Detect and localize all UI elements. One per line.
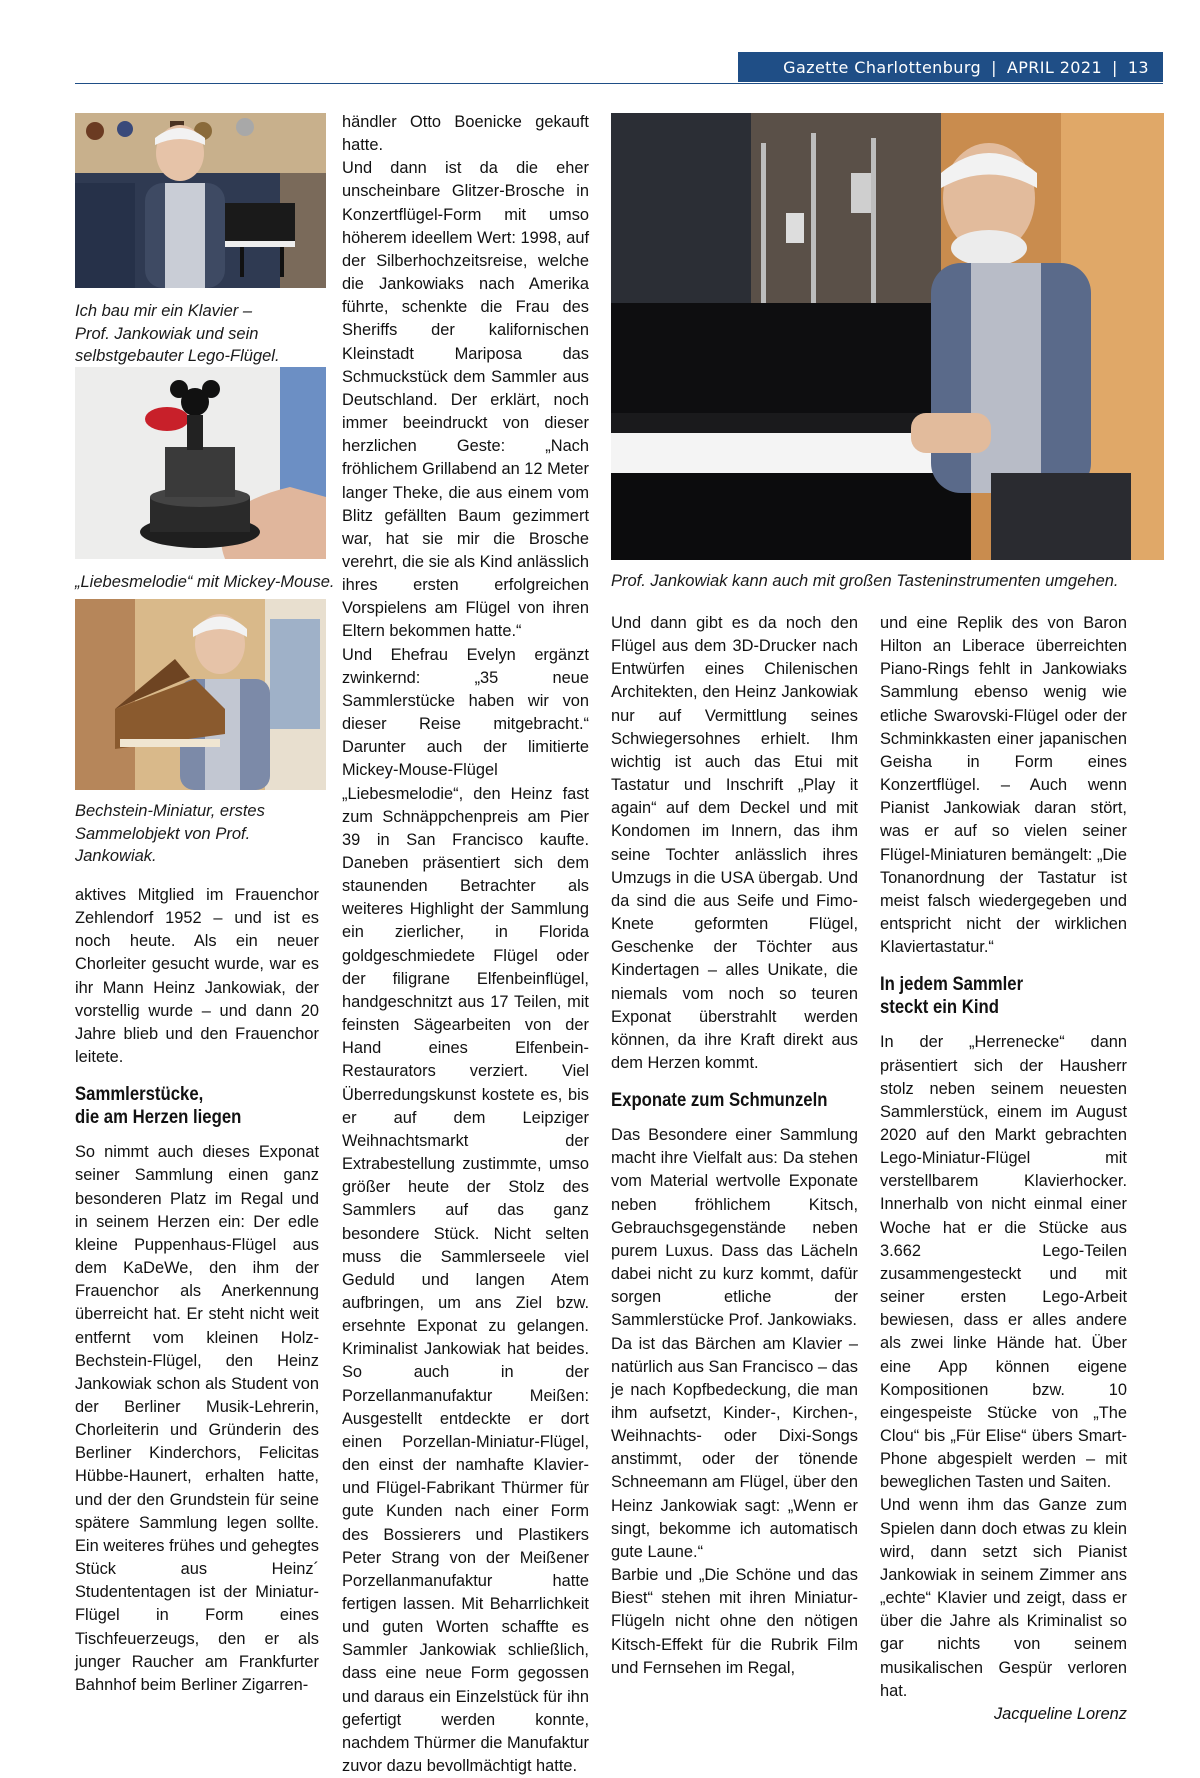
col3-paragraph: Da ist das Bärchen am Klavier – natürlich aus San Francisco – das je nach Kopfbedeckung, die man ihm aufsetzt, Kinder-, Kirchen-, Weihnachts- oder Dixi-Songs anstimmt, oder der tönende Schneemann am Flügel, über den Heinz Jankowiak sagt: „Wenn er singt, bekomme ich automatisch gute Laune.“	[611, 1334, 858, 1561]
column-1	[75, 884, 319, 1697]
page-number: 13	[1127, 57, 1149, 77]
header-separator: |	[1112, 57, 1118, 77]
photo-main-piano	[611, 113, 1164, 560]
col1-paragraph: aktives Mitglied im Frauenchor Zehlendorf 1952 – und ist es noch heute. Als ein neuer Chorleiter gesucht wurde, war es ihr Mann Heinz Jankowiak, der vorstellig wurde – und dann 20 Jahre blieb und den Frauenchor leitete.	[75, 886, 319, 1067]
caption-main-photo: Prof. Jankowiak kann auch mit großen Tasteninstrumenten umgehen.	[611, 572, 1119, 590]
author-byline: Jacqueline Lorenz	[993, 1704, 1127, 1723]
col4-paragraph: Und wenn ihm das Ganze zum Spielen dann doch etwas zu klein wird, dann setzt sich Pianist Jankowiak in seinem Zimmer ans „echte“ Klavier und zeigt, dass er über die Jahre als Kriminalist so gar nichts von seinem musikalischen Gespür verloren hat.	[880, 1496, 1127, 1700]
photo-mickey	[75, 367, 326, 559]
column-3	[611, 612, 858, 1680]
caption-bechstein: Bechstein-Miniatur, erstes Sammelobjekt von Prof. Jankowiak.	[75, 802, 265, 865]
column-4	[880, 612, 1127, 1726]
col2-paragraph: händler Otto Boenicke gekauft hatte.	[342, 113, 589, 155]
publication-name: Gazette Charlottenburg	[783, 57, 982, 77]
col2-paragraph: Und dann ist da die eher unscheinbare Glitzer-Brosche in Konzertflügel-Form mit umso höherem ideellem Wert: 1998, auf der Silberhochzeitsreise, welche die Jankowiaks nach Amerika führte, schenkte die Frau des Sheriffs der kalifornischen Kleinstadt Mariposa das Schmuckstück dem Sammler aus Deutschland. Der erklärt, noch immer beeindruckt von dieser herzlichen Geste: „Nach fröhlichem Grillabend an 12 Meter langer Theke, die aus einem vom Blitz gefällten Baum gezimmert war, hat sie mir die Brosche verehrt, die sie als Kind anlässlich ihres ersten erfolgreichen Vorspielens am Flügel von ihren Eltern bekommen hatte.“	[342, 159, 589, 641]
col4-paragraph: In der „Herrenecke“ dann präsentiert sich der Hausherr stolz neben seinem neuesten Sammlerstück, einem im August 2020 auf den Markt gebrachten Lego-Miniatur-Flügel mit verstellbarem Klavierhocker. Innerhalb von nicht einmal einer Woche hat er die Stücke aus 3.662 Lego-Teilen zusammengesteckt und mit seiner ersten Lego-Arbeit bewiesen, dass er alles andere als zwei linke Hände hat. Über eine App können eigene Kompositionen bzw. 10 eingespeiste Stücke von „The Clou“ bis „Für Elise“ übers Smart-Phone abgespielt werden – mit beweglichen Tasten und Saiten.	[880, 1033, 1127, 1492]
photo-lego-piano-image	[75, 113, 326, 288]
caption-mickey: „Liebesmelodie“ mit Mickey-Mouse.	[75, 573, 335, 591]
subheading-exponate: Exponate zum Schmunzeln	[611, 1090, 828, 1112]
col1-paragraph: So nimmt auch dieses Exponat seiner Sammlung einen ganz besonderen Platz im Regal und in seinem Herzen ein: Der edle kleine Puppenhaus-Flügel aus dem KaDeWe, den ihm der Frauenchor als Anerkennung überreicht hat. Er steht nicht weit entfernt vom kleinen Holz-Bechstein-Flügel, den Heinz Jankowiak schon als Student von der Berliner Musik-Lehrerin, Chorleiterin und Gründerin des Berliner Kinderchors, Felicitas Hübbe-Haunert, erhalten hatte, und der den Grundstein für seine spätere Sammlung legen sollte. Ein weiteres frühes und gehegtes Stück aus Heinz´ Studententagen ist der Miniatur-Flügel in Form eines Tischfeuerzeugs, den er als junger Raucher am Frankfurter Bahnhof beim Berliner Zigarren-	[75, 1143, 319, 1694]
col3-paragraph: Und dann gibt es da noch den Flügel aus dem 3D-Drucker nach Entwürfen eines Chilenischen Architekten, den Heinz Jankowiak nur auf Vermittlung seines Schwiegersohnes erhielt. Ihm wichtig ist auch das Etui mit Tastatur und Inschrift „Play it again“ auf dem Deckel und mit Kondomen im Innern, das ihm seine Tochter anlässlich ihres Umzugs in die USA übergab. Und da sind die aus Seife und Fimo-Knete geformten Flügel, Geschenke der Töchter aus Kindertagen – alles Unikate, die niemals vom noch so teuren Exponat überstrahlt werden können, da ihre Kraft direkt aus dem Herzen kommt.	[611, 614, 858, 1072]
page-header	[738, 52, 1163, 82]
col4-paragraph: und eine Replik des von Baron Hilton an Liberace überreichten Piano-Rings fehlt in Jankowiaks Sammlung ebenso wenig wie etliche Swarovski-Flügel oder der Schminkkasten einer japanischen Geisha in Form eines Konzertflügel. – Auch wenn Pianist Jankowiak daran stört, was er auf so vielen seiner Flügel-Miniaturen bemängelt: „Die Tonanordnung der Tastatur ist meist falsch wiedergegeben und entspricht nicht der wirklichen Klaviertastatur.“	[880, 614, 1127, 957]
subheading-sammler-kind: In jedem Sammler steckt ein Kind	[880, 974, 1024, 1019]
subheading-sammlerstuecke: Sammlerstücke, die am Herzen liegen	[75, 1084, 242, 1129]
issue-date: APRIL 2021	[1006, 57, 1103, 77]
header-separator: |	[991, 57, 997, 77]
col2-paragraph: Und Ehefrau Evelyn ergänzt zwinkernd: „35 neue Sammlerstücke haben wir von dieser Reise mitgebracht.“ Darunter auch der limitierte Mickey-Mouse-Flügel „Liebesmelodie“, den Heinz fast zum Schnäppchenpreis am Pier 39 in San Francisco kaufte. Daneben präsentiert sich dem staunenden Betrachter als weiteres Highlight der Sammlung ein zierlicher, in Florida goldgeschmiedete Flügel oder der filigrane Elfenbeinflügel, handgeschnitzt aus 17 Teilen, mit feinsten Sägearbeiten von der Hand eines Elfenbein-Restaurators verziert. Viel Überredungskunst kostete es, bis er auf dem Leipziger Weihnachtsmarkt der Extrabestellung zustimmte, umso größer heute der Stolz des Sammlers auf das ganz besondere Stück. Nicht selten muss die Sammlerseele viel Geduld und langen Atem aufbringen, um ans Ziel bzw. ersehnte Exponat zu gelangen. Kriminalist Jankowiak hat beides. So auch in der Porzellanmanufaktur Meißen: Ausgestellt entdeckte er dort einen Porzellan-Miniatur-Flügel, den einst der namhafte Klavier- und Flügel-Fabrikant Thürmer für gute Kunden nach einer Form des Bossierers und Plastikers Peter Strang von der Meißener Porzellanmanufaktur hatte fertigen lassen. Mit Beharrlichkeit und guten Worten schaffte es Sammler Jankowiak schließlich, dass eine neue Form gegossen und daraus ein Einzelstück für ihn gefertigt werden konnte, nachdem Thürmer die Manufaktur zuvor dazu bevollmächtigt hatte.	[342, 645, 589, 1776]
column-2	[342, 111, 589, 1778]
header-rule	[75, 83, 1163, 84]
col3-paragraph: Das Besondere einer Sammlung macht ihre Vielfalt aus: Da stehen vom Material wertvolle Exponate neben fröhlichem Kitsch, Gebrauchsgegenstände neben purem Luxus. Dass das Lächeln dabei nicht zu kurz kommt, dafür sorgen etliche der Sammlerstücke Prof. Jankowiaks.	[611, 1126, 858, 1330]
col3-paragraph: Barbie und „Die Schöne und das Biest“ stehen mit ihren Miniatur-Flügeln nicht ohne den nötigen Kitsch-Effekt für die Rubrik Film und Fernsehen im Regal,	[611, 1566, 858, 1677]
photo-mickey-image	[75, 367, 326, 559]
photo-main-piano-image	[611, 113, 1164, 560]
photo-lego-piano	[75, 113, 326, 288]
caption-lego-piano: Ich bau mir ein Klavier – Prof. Jankowiak und sein selbstgebauter Lego-Flügel.	[75, 302, 280, 365]
photo-bechstein-image	[75, 599, 326, 790]
photo-bechstein	[75, 599, 326, 790]
